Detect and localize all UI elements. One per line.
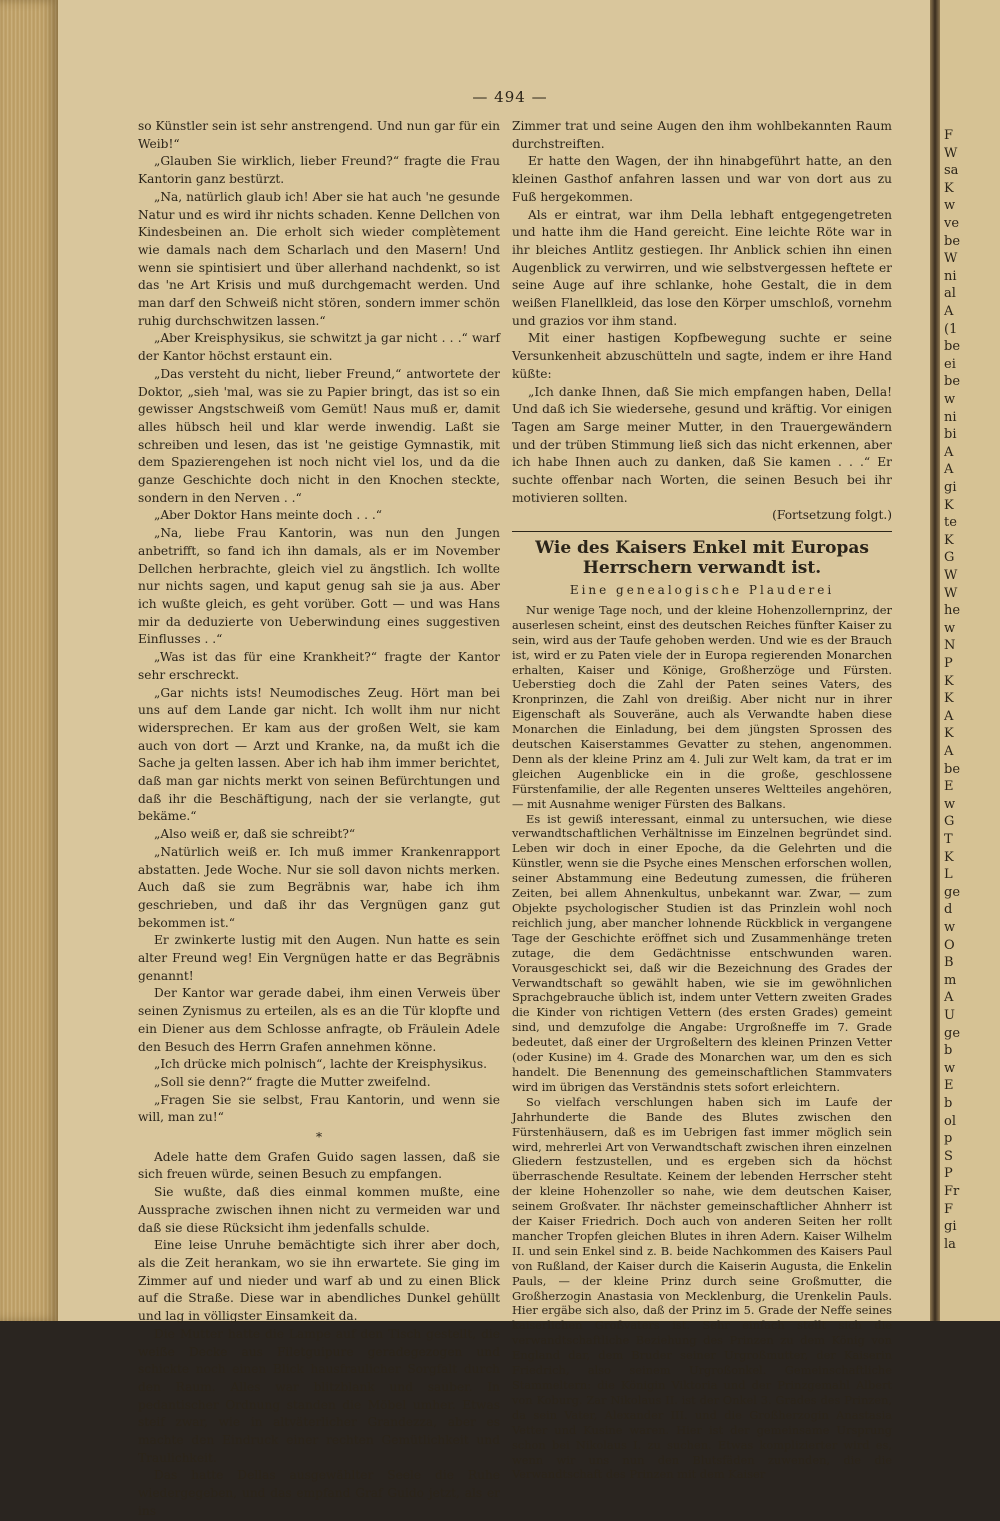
- article-body: [512, 603, 892, 1482]
- left-paragraph: Das hatte Dellas ausgewählter Seele die Ruhe wiedergegeben, und das empfand Graf Guido jetzt, als er ins: [138, 1468, 500, 1518]
- next-page-fragment: w: [944, 1060, 956, 1076]
- next-page-fragment: w: [944, 620, 956, 636]
- next-page-fragment: ni: [944, 268, 957, 284]
- right-paragraph: „Ich danke Ihnen, daß Sie mich empfangen haben, Della! Und daß ich Sie wiedersehe, gesund und kräftig. Vor einigen Tagen am Sarge meiner Mutter, in den Trauergewändern und der trüben Stimmung ließ sich das nicht erkennen, aber ich habe Ihnen auch zu danken, daß Sie kamen . . .“ Er suchte offenbar nach Worten, die seinen Besuch bei ihr motivieren sollten.: [512, 384, 892, 505]
- left-paragraph: „Soll sie denn?“ fragte die Mutter zweifelnd.: [154, 1074, 431, 1089]
- left-paragraph: „Na, liebe Frau Kantorin, was nun den Jungen anbetrifft, so fand ich ihn damals, als er im November Dellchen herbrachte, gleich viel zu ängstlich. Ich wollte nur nichts sagen, und kaput genug sah sie ja aus. Aber ich wußte gleich, es geht vorüber. Gott — und was Hans mir da deduzierte von Ueberwindung eines suggestiven Einflusses . .“: [138, 526, 500, 647]
- next-page-fragment: P: [944, 656, 953, 671]
- left-paragraph: Eine leise Unruhe bemächtigte sich ihrer aber doch, als die Zeit herankam, wo sie ihn erwartete. Sie ging im Zimmer auf und nieder und warf ab und zu einen Blick auf die Straße. Diese war in abendliches Dunkel gehüllt und lag in völligster Einsamkeit da.: [138, 1238, 500, 1324]
- next-page-fragment: gi: [944, 480, 957, 495]
- next-page-fragment: Fr: [944, 1184, 960, 1199]
- next-page-fragment: K: [944, 849, 954, 865]
- next-page-fragment: ni: [944, 409, 957, 425]
- next-page-fragment: T: [944, 832, 953, 847]
- next-page-fragment: A: [944, 708, 954, 724]
- left-paragraph: „Na, natürlich glaub ich! Aber sie hat auch 'ne gesunde Natur und es wird ihr nichts schaden. Kenne Dellchen von Kindesbeinen an. Die erholt sich wieder complètement wie damals nach dem Scharlach und den Masern! Und wenn sie spintisiert und über allerhand nachdenkt, so ist das 'ne Art Krisis und muß durchgemacht werden. Und man darf den Schweiß nicht stören, sondern immer schön ruhig durchschwitzen lassen.“: [138, 189, 500, 328]
- next-page-fragment: ge: [944, 884, 961, 900]
- left-paragraph: „Gar nichts ists! Neumodisches Zeug. Hört man bei uns auf dem Lande gar nicht. Ich wollt ihm nur nicht widersprechen. Er kam aus der großen Welt, sie kam auch von dort — Arzt und Kranke, na, da mußt ich die Sache ja gelten lassen. Aber ich hab ihm immer berichtet, daß man gar nichts merkt von seinen Befürchtungen und daß ihr die Beschäftigung, nach der sie verlangte, gut bekäme.“: [138, 685, 500, 824]
- left-paragraph: „Ich drücke mich polnisch“, lachte der Kreisphysikus.: [154, 1057, 488, 1072]
- next-page-fragment: ve: [944, 216, 960, 231]
- left-paragraph: Die Mutter hatte die Lampe auf den Tisch gestellt, die weiße Decke aus Filetguipure geradegezogen und schickte noch einen Blick hausfraulicher Sorgfalt durch den Raum. Alles war blitzblank und sauber. In pedantischer Ordnung standen die Möbel umher. Etwas steif zwar, wie in altväterlicher Grandezza, aber es machte den Eindruck einer rechten Gemütlichkeit und Traulichkeit.: [138, 1326, 500, 1465]
- next-page-fragment: w: [944, 920, 956, 935]
- left-paragraph: „Was ist das für eine Krankheit?“ fragte der Kantor sehr erschreckt.: [138, 650, 500, 682]
- next-page-fragment: G: [944, 550, 955, 566]
- left-paragraph: „Aber Kreisphysikus, sie schwitzt ja gar nicht . . .“ warf der Kantor höchst erstaunt ein.: [138, 331, 500, 364]
- section-rule: [512, 531, 892, 532]
- article-paragraph: Es ist gewiß interessant, einmal zu untersuchen, wie diese verwandtschaftlichen Verhältnisse im Einzelnen begründet sind. Leben wir doch in einer Epoche, da die Gelehrten und die Künstler, wenn sie die Psyche eines Menschen erforschen wollen, seiner Abstammung eine Bedeutung zumessen, die früheren Zeiten, bei allem Ahnenkultus, unbekannt war. Zwar, — zum Objekte psychologischer Studien ist das Prinzlein wohl noch reichlich jung, aber mancher lohnende Rückblick in vergangene Tage der Geschichte eröffnet sich und Zusammenhänge treten zutage, die dem Gedächtnisse entschwunden waren. Vorausgeschickt sei, daß wir die Bezeichnung des Grades der Verwandtschaft so gewählt haben, wie sie im gewöhnlichen Sprachgebrauche üblich ist, indem unter Vettern zweiten Grades die Kinder von richtigen Vettern (des ersten Grades) gemeint sind, und demzufolge die Angabe: Urgroßneffe im 7. Grade bedeutet, daß einer der Urgroßeltern des kleinen Prinzen Vetter (oder Kusine) im 4. Grade des Monarchen war, um den es sich handelt. Die Benennung des gemeinschaftlichen Stammvaters wird im übrigen das Verständnis stets sofort erleichtern.: [512, 811, 892, 1094]
- next-page-fragment: bi: [944, 427, 957, 443]
- next-page-fragment: te: [944, 515, 957, 531]
- next-page-fragment: w: [944, 392, 956, 407]
- next-page-fragment: F: [944, 1201, 954, 1217]
- next-page-fragment: A: [944, 744, 954, 759]
- left-paragraph: „Natürlich weiß er. Ich muß immer Krankenrapport abstatten. Jede Woche. Nur sie soll davon nichts merken. Auch daß sie zum Begräbnis war, habe ich ihm geschrieben, und daß ihr das Vergnügen ganz gut bekommen ist.“: [138, 844, 500, 930]
- next-page-fragment: gi: [944, 1219, 957, 1235]
- right-paragraph: Als er eintrat, war ihm Della lebhaft entgegengetreten und hatte ihm die Hand gereicht. Eine leichte Röte war in ihr bleiches Antlitz gestiegen. Ihr Anblick schien ihn einen Augenblick zu verwirren, und wie selbstvergessen heftete er seine Auge auf ihre schlanke, hohe Gestalt, die in dem weißen Flanellkleid, das lose den Körper umschloß, vornehm und grazios vor ihm stand.: [512, 207, 892, 328]
- right-paragraph: Er hatte den Wagen, der ihn hinabgeführt hatte, an den kleinen Gasthof anfahren lassen und war von dort aus zu Fuß hergekommen.: [512, 154, 892, 204]
- next-page-fragment: be: [944, 233, 961, 249]
- next-page-fragment: al: [944, 286, 956, 302]
- next-page-fragment: d: [944, 902, 953, 918]
- next-page-fragment: F: [944, 128, 954, 143]
- next-page-fragment: A: [944, 304, 954, 319]
- article-paragraph: So vielfach verschlungen haben sich im Laufe der Jahrhunderte die Bande des Blutes zwischen den Fürstenhäusern, daß es im Uebrigen fast immer möglich sein wird, mehrerlei Art von Verwandtschaft zwischen ihren einzelnen Gliedern festzustellen, und es ergeben sich da höchst überraschende Resultate. Keinem der lebenden Herrscher steht der kleine Hohenzoller so nahe, wie dem deutschen Kaiser, seinem Großvater. Ihr nächster gemeinschaftlicher Ahnherr ist der Kaiser Friedrich. Doch auch von anderen Seiten her rollt mancher Tropfen gleichen Blutes in ihren Adern. Kaiser Wilhelm II. und sein Enkel sind z. B. beide Nachkommen des Kaisers Paul von Rußland, der Kaiser durch die Kaiserin Augusta, die Enkelin Pauls, — der kleine Prinz durch seine Großmutter, die Großherzogin Anastasia von Mecklenburg, die Urenkelin Pauls. Hier ergäbe sich also, daß der Prinz im 5. Grade der Neffe seines kaiserlichen Großvaters ist. Sehr einfach stellt sich die verwandtschaftliche Beziehung des Prinzen zu dem König von England dar, dem Bruder seiner Urgroßmutter, der Kaiserin Friedrich, also seinem Urgroßonkel. Gemeinschaftliche Stammeltern: die Königin Viktoria und der Prinzgemahl Albert von Koburg. Zar Nikolaus II. ist der Onkel 3. Grades des Prinzen, da sein Vater, Alexander III. und die Großherzogin Anastasia Vetter und Kusine waren. Hier ist der gemeinsame Ursprung schon bei Nikolaus I. zu suchen. Etwas komplizierter wird es, wenn wir uns nun den Blutsfäden zuwenden, die die Verwandtschaft des Prinzen mit dem Kaiser: [512, 1094, 892, 1482]
- next-page-fragment: be: [944, 761, 961, 777]
- next-page-fragment: (1: [944, 321, 958, 337]
- next-page-fragment: b: [944, 1043, 953, 1059]
- left-paragraph: „Glauben Sie wirklich, lieber Freund?“ fragte die Frau Kantorin ganz bestürzt.: [138, 154, 500, 187]
- left-paragraph: „Also weiß er, daß sie schreibt?“: [154, 827, 356, 842]
- next-page-fragment: w: [944, 796, 956, 812]
- next-page-fragment: L: [944, 867, 953, 883]
- left-paragraph: Adele hatte dem Grafen Guido sagen lassen, daß sie sich freuen würde, seinen Besuch zu empfangen.: [138, 1149, 500, 1182]
- right-column: [512, 118, 892, 1482]
- next-page-fragment: E: [944, 1078, 954, 1094]
- next-page-fragment: la: [944, 1236, 956, 1252]
- next-page-fragment: K: [944, 532, 954, 548]
- next-page-fragment: A: [944, 990, 954, 1006]
- article-paragraph: Nur wenige Tage noch, und der kleine Hohenzollernprinz, der auserlesen scheint, einst des deutschen Reiches fünfter Kaiser zu sein, wird aus der Taufe gehoben werden. Und wie es der Brauch ist, wird er zu Paten viele der in Europa regierenden Monarchen erhalten, Kaiser und Könige, Großherzöge und Fürsten. Ueberstieg doch die Zahl der Paten seines Vaters, des Kronprinzen, die Zahl von dreißig. Aber nicht nur in ihrer Eigenschaft als Souveräne, auch als Verwandte haben diese Monarchen die Einladung, bei dem jüngsten Sprossen des deutschen Kaiserstammes Gevatter zu stehen, angenommen. Denn als der kleine Prinz am 4. Juli zur Welt kam, da trat er im gleichen Augenblicke ein in die große, geschlossene Fürstenfamilie, der alle Regenten unseres Weltteiles angehören, — mit Ausnahme weniger Fürsten des Balkans.: [512, 602, 892, 811]
- next-page-fragment: U: [944, 1008, 955, 1023]
- next-page-fragment: p: [944, 1131, 953, 1147]
- left-paragraph: Der Kantor war gerade dabei, ihm einen Verweis über seinen Zynismus zu erteilen, als es an die Tür klopfte und ein Diener aus dem Schlosse anfragte, ob Fräulein Adele den Besuch des Herrn Grafen annehmen könne.: [138, 986, 500, 1054]
- left-paragraph: „Das versteht du nicht, lieber Freund,“ antwortete der Doktor, „sieh 'mal, was sie zu Papier bringt, das ist so ein gewisser Angstschweiß vom Gemüt! Naus muß er, damit alles hübsch heil und klar werde inwendig. Laßt sie schreiben und lesen, das ist 'ne geistige Gymnastik, mit dem Spazierengehen ist noch nicht viel los, und da die ganze Geschichte doch nicht in den Knochen steckte, sondern in den Nerven . .“: [138, 366, 500, 505]
- next-page-fragment: B: [944, 955, 954, 971]
- left-paragraph: Er zwinkerte lustig mit den Augen. Nun hatte es sein alter Freund weg! Ein Vergnügen hatte er das Begräbnis genannt!: [138, 933, 500, 983]
- next-page-fragment: K: [944, 726, 954, 742]
- next-page-fragment: b: [944, 1096, 953, 1111]
- next-page-fragment: G: [944, 814, 955, 830]
- book-gutter: [930, 0, 940, 1321]
- next-page-fragment: N: [944, 638, 956, 654]
- next-page-fragment: A: [944, 444, 954, 460]
- section-divider: *: [315, 1130, 323, 1145]
- next-page-fragment: P: [944, 1166, 953, 1182]
- left-paragraph: Sie wußte, daß dies einmal kommen mußte, eine Aussprache zwischen ihnen nicht zu vermeiden war und daß sie diese Rücksicht ihm jedenfalls schulde.: [138, 1185, 500, 1235]
- right-paragraph: Zimmer trat und seine Augen den ihm wohlbekannten Raum durchstreiften.: [512, 119, 892, 151]
- next-page-fragment: w: [944, 198, 956, 214]
- next-page-fragment: W: [944, 568, 958, 583]
- next-page-fragment: W: [944, 585, 958, 601]
- next-page-fragment: A: [944, 462, 954, 478]
- next-page-fragment: E: [944, 779, 954, 795]
- next-page-fragment: ol: [944, 1113, 956, 1129]
- left-paragraph: „Fragen Sie sie selbst, Frau Kantorin, und wenn sie will, man zu!“: [138, 1092, 500, 1125]
- next-page-fragment: K: [944, 673, 954, 689]
- next-page-fragment: O: [944, 937, 955, 953]
- next-page-fragment: be: [944, 339, 961, 355]
- article-title: Wie des Kaisers Enkel mit Europas Herrschern verwandt ist.: [535, 538, 869, 579]
- next-page-fragment: S: [944, 1148, 953, 1164]
- continued-note: (Fortsetzung folgt.): [772, 508, 892, 523]
- next-page-fragment: sa: [944, 163, 959, 179]
- book-page-edges: [0, 0, 58, 1321]
- next-page-fragment: K: [944, 497, 954, 513]
- next-page-fragment: K: [944, 180, 954, 196]
- next-page-edge: [940, 0, 1000, 1321]
- next-page-fragment: ei: [944, 356, 956, 372]
- article-subtitle: Eine genealogische Plauderei: [569, 583, 835, 598]
- next-page-fragment: be: [944, 374, 961, 390]
- next-page-fragment: ge: [944, 1025, 961, 1041]
- next-page-fragment: W: [944, 251, 958, 267]
- left-paragraph: so Künstler sein ist sehr anstrengend. Und nun gar für ein Weib!“: [138, 119, 500, 151]
- left-paragraph: „Aber Doktor Hans meinte doch . . .“: [154, 508, 382, 523]
- left-column: [138, 118, 500, 1521]
- page-number: — 494 —: [472, 88, 548, 106]
- next-page-fragment: he: [944, 603, 961, 619]
- next-page-fragment: m: [944, 972, 957, 988]
- next-page-fragment: K: [944, 691, 954, 707]
- right-paragraph: Mit einer hastigen Kopfbewegung suchte er seine Versunkenheit abzuschütteln und sagte, indem er ihre Hand küßte:: [512, 331, 892, 381]
- next-page-fragment: W: [944, 145, 958, 161]
